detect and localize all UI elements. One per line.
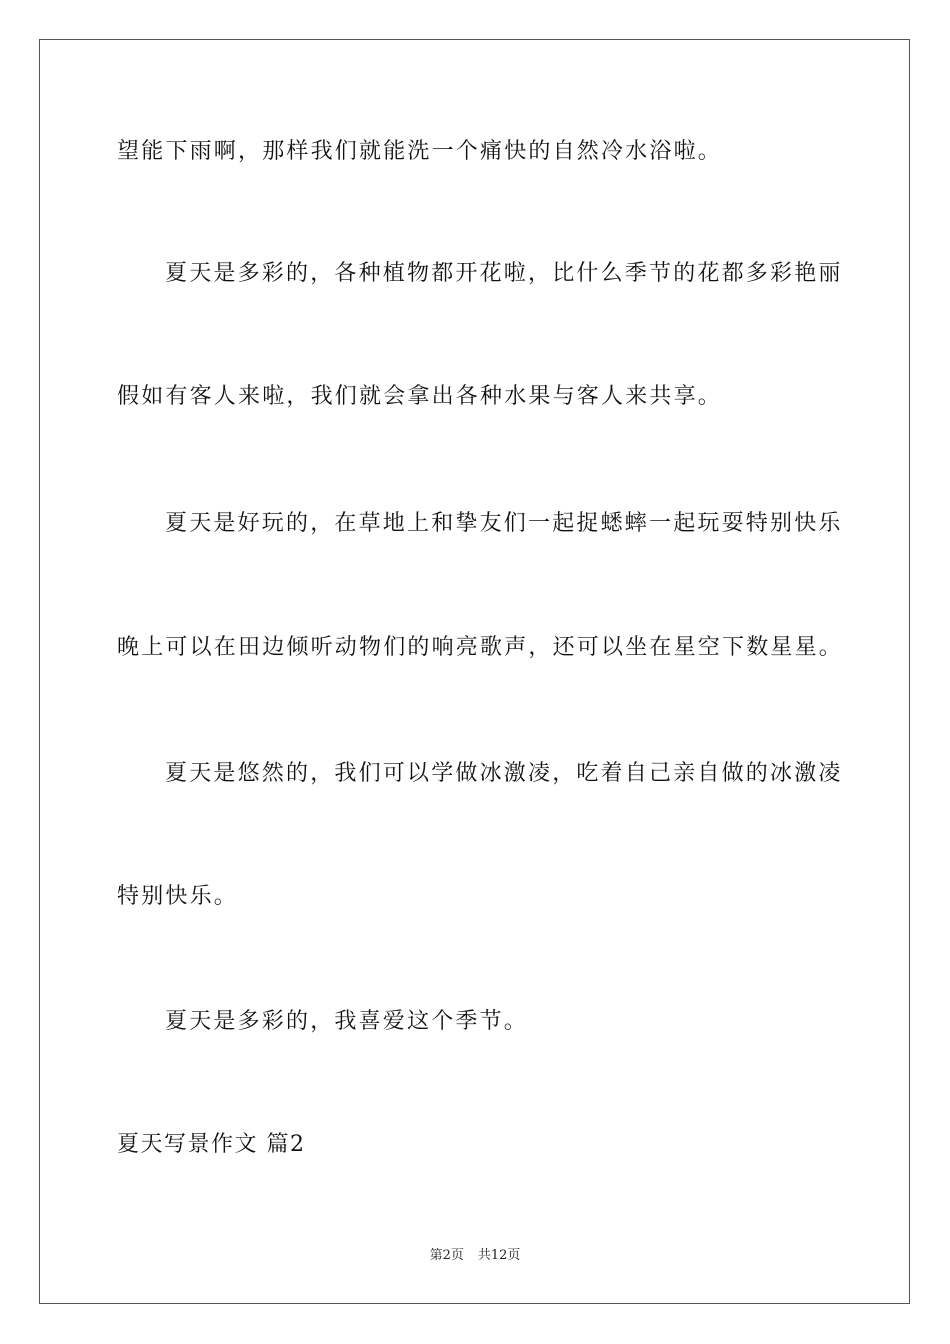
paragraph-summer-conclusion: 夏天是多彩的，我喜爱这个季节。 [165, 1009, 529, 1034]
section-heading: 夏天写景作文 篇2 [117, 1132, 306, 1157]
paragraph-summer-colorful: 夏天是多彩的，各种植物都开花啦，比什么季节的花都多彩艳丽 [165, 261, 843, 286]
page-number: 第2页 [429, 1248, 464, 1263]
text-line-5: 晚上可以在田边倾听动物们的响亮歌声，还可以坐在星空下数星星。 [117, 635, 844, 660]
text-line-1: 望能下雨啊，那样我们就能洗一个痛快的自然冷水浴啦。 [117, 139, 723, 164]
paragraph-summer-leisurely: 夏天是悠然的，我们可以学做冰激凌，吃着自己亲自做的冰激凌 [165, 761, 843, 786]
page-total: 共12页 [477, 1248, 521, 1263]
page-footer [0, 1247, 950, 1265]
paragraph-summer-fun: 夏天是好玩的，在草地上和挚友们一起捉蟋蟀一起玩耍特别快乐 [165, 511, 843, 536]
text-line-7: 特别快乐。 [117, 884, 239, 909]
page-border [39, 39, 910, 1304]
text-line-3: 假如有客人来啦，我们就会拿出各种水果与客人来共享。 [117, 384, 723, 409]
